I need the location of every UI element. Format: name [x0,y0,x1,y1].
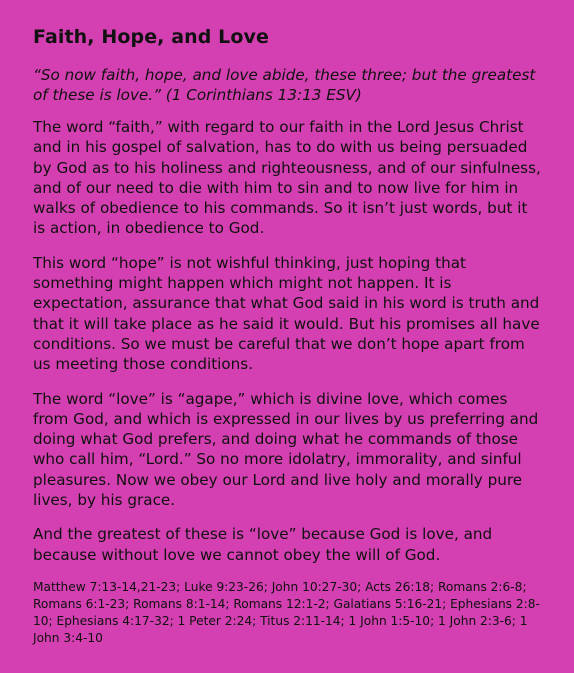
paragraph-hope: This word “hope” is not wishful thinking, just hoping that something might happen which might not happen. It is expectation, assurance that what God said in his word is truth and that it will take place as he said it would. But his promises all have conditions. So we must be careful that we don’t hope apart from us meeting those conditions. [33,253,540,374]
page-title: Faith, Hope, and Love [33,26,270,48]
paragraph-greatest: And the greatest of these is “love” because God is love, and because without love we cannot obey the will of God. [33,525,493,564]
scripture-references: Matthew 7:13-14,21-23; Luke 9:23-26; John 10:27-30; Acts 26:18; Romans 2:6-8; Romans 6:1-23; Romans 8:1-14; Romans 12:1-2; Galatians 5:16-21; Ephesians 2:8-10; Ephesians 4:17-32; 1 Peter 2:24; Titus 2:11-14; 1 John 1:5-10; 1 John 2:3-6; 1 John 3:4-10 [33,579,540,645]
paragraph-love: The word “love” is “agape,” which is divine love, which comes from God, and which is expressed in our lives by us preferring and doing what God prefers, and doing what he commands of those who call him, “Lord.” So no more idolatry, immorality, and sinful pleasures. Now we obey our Lord and live holy and morally pure lives, by his grace. [33,389,539,510]
scripture-quote: “So now faith, hope, and love abide, these three; but the greatest of these is love.” (1 Corinthians 13:13 ESV) [33,66,536,104]
paragraph-faith: The word “faith,” with regard to our faith in the Lord Jesus Christ and in his gospel of salvation, has to do with us being persuaded by God as to his holiness and righteousness, and of our sinfulness, and of our need to die with him to sin and to now live for him in walks of obedience to his commands. So it isn’t just words, but it is action, in obedience to God. [33,118,541,238]
